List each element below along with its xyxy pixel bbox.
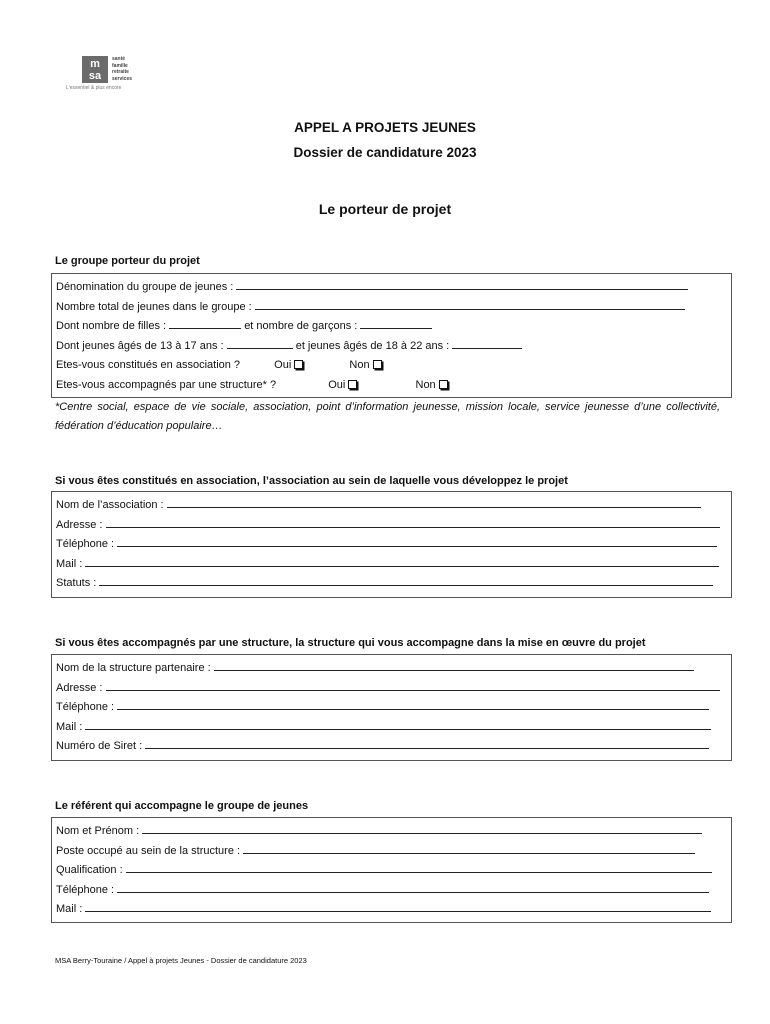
referent-qualification-row xyxy=(56,861,731,881)
groupe-section-title: Le groupe porteur du projet xyxy=(55,255,200,267)
referent-qualification-label: Qualification : xyxy=(56,864,123,877)
referent-poste-field[interactable] xyxy=(243,843,695,854)
referent-poste-label: Poste occupé au sein de la structure : xyxy=(56,844,241,857)
association-nom-row xyxy=(56,496,731,516)
structure-telephone-row xyxy=(56,698,731,718)
structure-footnote: *Centre social, espace de vie sociale, association, point d’information jeunesse, mission locale, service jeunesse d’une collectivité, fédération d’éducation populaire… xyxy=(55,401,720,432)
structure-nom-row xyxy=(56,659,731,679)
structure-adresse-field[interactable] xyxy=(106,680,720,691)
referent-nom-field[interactable] xyxy=(142,823,702,834)
association-adresse-label: Adresse : xyxy=(56,518,103,531)
denomination-row xyxy=(56,278,731,298)
logo-word: retraite xyxy=(112,69,129,75)
referent-section-title: Le référent qui accompagne le groupe de jeunes xyxy=(55,800,309,812)
nombre-total-field[interactable] xyxy=(255,299,685,310)
denomination-field[interactable] xyxy=(236,279,688,290)
association-question-label: Etes-vous constitués en association ? xyxy=(56,359,241,372)
logo-tagline: L'essentiel & plus encore xyxy=(66,85,122,91)
structure-question-row xyxy=(56,376,731,396)
association-adresse-row xyxy=(56,516,731,536)
association-telephone-label: Téléphone : xyxy=(56,538,115,551)
referent-telephone-field[interactable] xyxy=(117,882,709,893)
structure-nom-label: Nom de la structure partenaire : xyxy=(56,662,211,674)
ages-13-17-label: Dont jeunes âgés de 13 à 17 ans : xyxy=(56,339,224,352)
association-mail-label: Mail : xyxy=(56,557,83,570)
structure-adresse-row xyxy=(56,679,731,699)
nombre-total-label: Nombre total de jeunes dans le groupe : xyxy=(56,300,252,313)
referent-nom-row xyxy=(56,822,731,842)
structure-oui-label: Oui xyxy=(328,378,346,391)
association-telephone-row xyxy=(56,535,731,555)
logo-word: santé xyxy=(112,56,126,62)
structure-mail-field[interactable] xyxy=(85,719,711,730)
filles-label: Dont nombre de filles : xyxy=(56,320,167,333)
association-non-label: Non xyxy=(349,359,370,372)
association-nom-label: Nom de l’association : xyxy=(56,499,164,511)
page-subtitle: Dossier de candidature 2023 xyxy=(293,145,477,160)
association-oui-label: Oui xyxy=(274,359,292,372)
structure-telephone-label: Téléphone : xyxy=(56,701,115,714)
ages-18-22-field[interactable] xyxy=(452,338,522,349)
structure-mail-label: Mail : xyxy=(56,720,83,733)
structure-oui-checkbox[interactable] xyxy=(348,380,357,389)
association-statuts-row xyxy=(56,574,731,594)
referent-telephone-label: Téléphone : xyxy=(56,883,115,896)
association-non-checkbox[interactable] xyxy=(373,360,382,369)
referent-mail-field[interactable] xyxy=(85,901,711,912)
logo-words xyxy=(112,56,132,82)
logo-mark-bottom: sa xyxy=(88,70,102,82)
referent-qualification-field[interactable] xyxy=(126,862,712,873)
structure-nom-field[interactable] xyxy=(214,660,694,671)
association-mail-row xyxy=(56,555,731,575)
logo-word: services xyxy=(112,75,133,82)
msa-logo xyxy=(66,54,146,94)
association-statuts-field[interactable] xyxy=(99,575,713,586)
groupe-form-box xyxy=(51,273,732,398)
structure-non-label: Non xyxy=(415,378,436,391)
ages-row xyxy=(56,337,731,357)
structure-mail-row xyxy=(56,718,731,738)
page-footer: MSA Berry-Touraine / Appel à projets Jeunes - Dossier de candidature 2023 xyxy=(55,956,307,965)
association-mail-field[interactable] xyxy=(85,556,719,567)
association-telephone-field[interactable] xyxy=(117,536,717,547)
referent-poste-row xyxy=(56,842,731,862)
association-form-box xyxy=(51,491,732,598)
referent-telephone-row xyxy=(56,881,731,901)
structure-telephone-field[interactable] xyxy=(117,699,709,710)
association-oui-checkbox[interactable] xyxy=(294,360,303,369)
referent-mail-row xyxy=(56,900,731,920)
structure-non-checkbox[interactable] xyxy=(439,380,448,389)
page-title: APPEL A PROJETS JEUNES xyxy=(294,120,476,135)
nombre-total-row xyxy=(56,298,731,318)
structure-form-box xyxy=(51,654,732,761)
structure-adresse-label: Adresse : xyxy=(56,681,103,694)
association-statuts-label: Statuts : xyxy=(56,577,97,590)
ages-18-22-label: et jeunes âgés de 18 à 22 ans : xyxy=(295,339,450,352)
referent-mail-label: Mail : xyxy=(56,903,83,916)
filles-field[interactable] xyxy=(169,318,241,329)
association-section-title: Si vous êtes constitués en association, l’association au sein de laquelle vous développez le projet xyxy=(55,475,568,487)
association-nom-field[interactable] xyxy=(167,497,701,508)
garcons-label: et nombre de garçons : xyxy=(244,320,358,333)
msa-logo-mark xyxy=(82,56,108,83)
ages-13-17-field[interactable] xyxy=(227,338,293,349)
logo-word: famille xyxy=(112,62,128,69)
association-adresse-field[interactable] xyxy=(106,517,720,528)
garcons-field[interactable] xyxy=(360,318,432,329)
association-question-row xyxy=(56,356,731,376)
structure-question-label: Etes-vous accompagnés par une structure* ? xyxy=(56,378,277,391)
structure-siret-row xyxy=(56,737,731,757)
structure-section-title: Si vous êtes accompagnés par une structure, la structure qui vous accompagne dans la mise en œuvre du projet xyxy=(55,637,646,649)
section-heading: Le porteur de projet xyxy=(318,201,452,217)
referent-form-box xyxy=(51,817,732,923)
denomination-label: Dénomination du groupe de jeunes : xyxy=(56,281,234,293)
structure-siret-field[interactable] xyxy=(145,738,709,749)
logo-mark-top: m xyxy=(90,58,100,70)
referent-nom-label: Nom et Prénom : xyxy=(56,825,140,837)
structure-siret-label: Numéro de Siret : xyxy=(56,740,143,753)
filles-garcons-row xyxy=(56,317,731,337)
